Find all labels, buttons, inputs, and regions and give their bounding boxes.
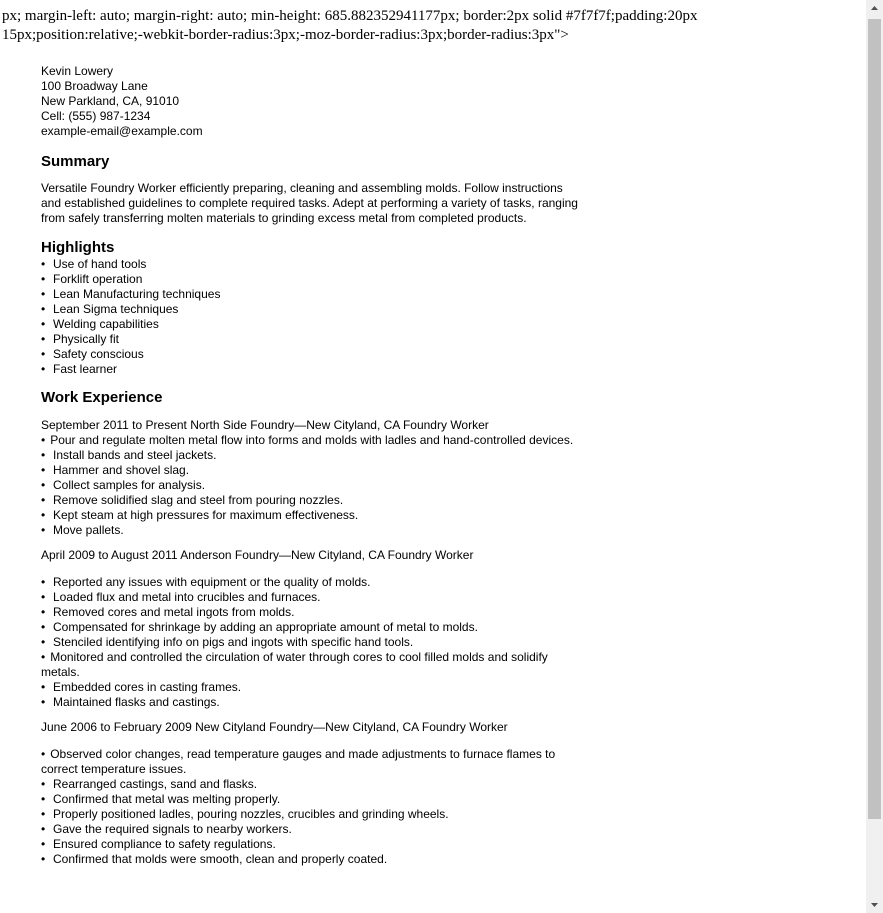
list-item: • Stenciled identifying info on pigs and ingots with specific hand tools. xyxy=(41,635,586,650)
list-item: • Confirmed that molds were smooth, clean and properly coated. xyxy=(41,852,586,867)
contact-name: Kevin Lowery xyxy=(41,64,114,78)
list-item: • Observed color changes, read temperature gauges and made adjustments to furnace flames to correct temperature issues. xyxy=(41,747,586,777)
job-duties-list xyxy=(41,575,586,710)
list-item: • Compensated for shrinkage by adding an appropriate amount of metal to molds. xyxy=(41,620,586,635)
contact-street: 100 Broadway Lane xyxy=(41,79,148,93)
list-item: • Fast learner xyxy=(41,362,586,377)
list-item: • Safety conscious xyxy=(41,347,586,362)
list-item: • Kept steam at high pressures for maximum effectiveness. xyxy=(41,508,586,523)
job-header: September 2011 to Present North Side Foundry—New Cityland, CA Foundry Worker xyxy=(41,418,489,432)
job-entry xyxy=(41,418,586,538)
list-item: • Lean Sigma techniques xyxy=(41,302,586,317)
list-item: • Pour and regulate molten metal flow into forms and molds with ladles and hand-controlled devices. xyxy=(41,433,586,448)
summary-heading: Summary xyxy=(41,153,110,170)
scroll-up-arrow-icon[interactable] xyxy=(866,0,883,17)
list-item: • Ensured compliance to safety regulations. xyxy=(41,837,586,852)
job-duties-list xyxy=(41,747,586,867)
contact-email: example-email@example.com xyxy=(41,124,203,138)
list-item: • Reported any issues with equipment or the quality of molds. xyxy=(41,575,586,590)
highlights-heading: Highlights xyxy=(41,239,115,256)
list-item: • Confirmed that metal was melting properly. xyxy=(41,792,586,807)
list-item: • Forklift operation xyxy=(41,272,586,287)
list-item: • Removed cores and metal ingots from molds. xyxy=(41,605,586,620)
job-entry xyxy=(41,548,586,710)
summary-text: Versatile Foundry Worker efficiently preparing, cleaning and assembling molds. Follow instructions and established guidelines to complete required tasks. Adept at performing a variety of tasks, ranging from safely transferring molten materials to grinding excess metal from completed products. xyxy=(41,181,578,225)
list-item: • Move pallets. xyxy=(41,523,586,538)
vertical-scrollbar[interactable] xyxy=(866,0,883,913)
contact-city: New Parkland, CA, 91010 xyxy=(41,94,180,108)
list-item: • Hammer and shovel slag. xyxy=(41,463,586,478)
job-header: June 2006 to February 2009 New Cityland Foundry—New Cityland, CA Foundry Worker xyxy=(41,720,508,734)
job-header: April 2009 to August 2011 Anderson Foundry—New Cityland, CA Foundry Worker xyxy=(41,548,474,562)
list-item: • Remove solidified slag and steel from pouring nozzles. xyxy=(41,493,586,508)
list-item: • Monitored and controlled the circulation of water through cores to cool filled molds and solidify metals. xyxy=(41,650,586,680)
highlights-list xyxy=(41,257,586,377)
list-item: • Welding capabilities xyxy=(41,317,586,332)
contact-block xyxy=(41,64,586,139)
list-item: • Loaded flux and metal into crucibles and furnaces. xyxy=(41,590,586,605)
raw-markup-line-2: 15px;position:relative;-webkit-border-radius:3px;-moz-border-radius:3px;border-radius:3px"> xyxy=(2,27,569,43)
list-item: • Lean Manufacturing techniques xyxy=(41,287,586,302)
raw-markup-line-1: px; margin-left: auto; margin-right: auto; min-height: 685.882352941177px; border:2px solid #7f7f7f;padding:20px xyxy=(2,8,698,24)
list-item: • Collect samples for analysis. xyxy=(41,478,586,493)
list-item: • Gave the required signals to nearby workers. xyxy=(41,822,586,837)
list-item: • Use of hand tools xyxy=(41,257,586,272)
contact-cell: Cell: (555) 987-1234 xyxy=(41,109,151,123)
list-item: • Rearranged castings, sand and flasks. xyxy=(41,777,586,792)
list-item: • Physically fit xyxy=(41,332,586,347)
list-item: • Embedded cores in casting frames. xyxy=(41,680,586,695)
resume-document xyxy=(41,64,586,867)
raw-markup-text xyxy=(2,7,852,45)
job-entry xyxy=(41,720,586,867)
list-item: • Properly positioned ladles, pouring nozzles, crucibles and grinding wheels. xyxy=(41,807,586,822)
list-item: • Install bands and steel jackets. xyxy=(41,448,586,463)
scrollbar-thumb[interactable] xyxy=(868,19,881,819)
job-duties-list xyxy=(41,433,586,538)
list-item: • Maintained flasks and castings. xyxy=(41,695,586,710)
scroll-down-arrow-icon[interactable] xyxy=(866,896,883,913)
work-experience-heading: Work Experience xyxy=(41,389,163,406)
